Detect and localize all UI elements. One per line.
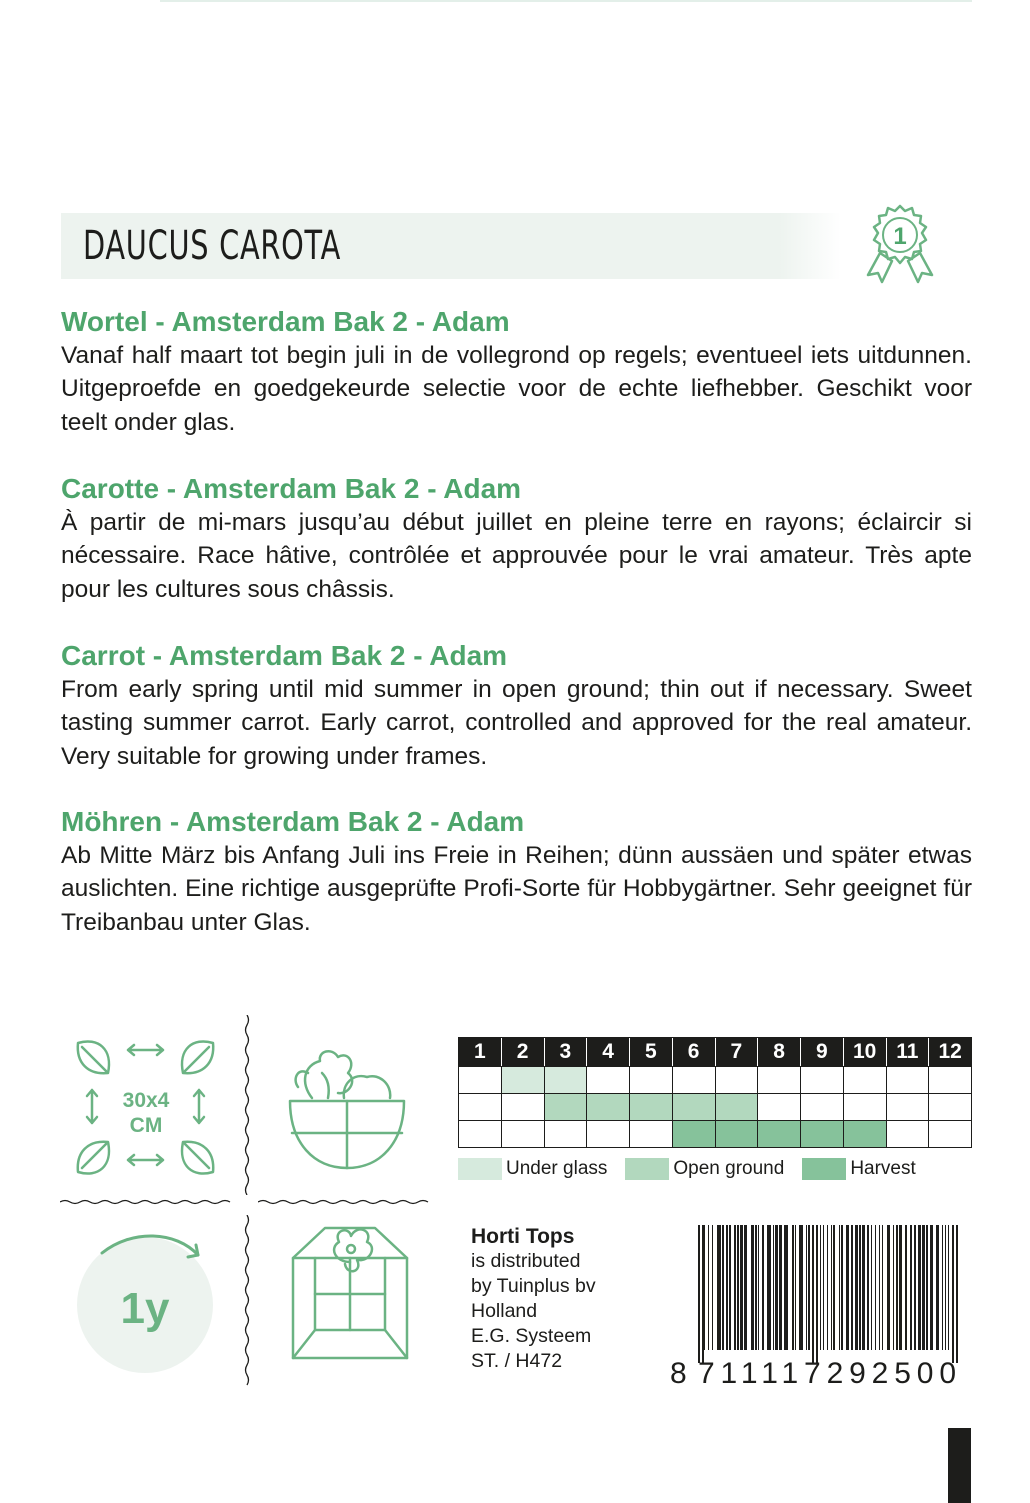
calendar-cell [887, 1121, 930, 1148]
badge-number: 1 [893, 223, 907, 250]
barcode-bar [905, 1225, 907, 1350]
wavy-divider-vertical [244, 1215, 250, 1390]
calendar-legend [458, 1158, 934, 1180]
edge-marker [948, 1428, 971, 1503]
calendar-cell [801, 1121, 844, 1148]
calendar-cell [545, 1067, 588, 1094]
calendar-cell [630, 1094, 673, 1121]
calendar-cell [630, 1067, 673, 1094]
calendar-cell [545, 1121, 588, 1148]
barcode-first-digit: 8 [670, 1357, 687, 1385]
calendar-cell [673, 1067, 716, 1094]
calendar-cell [673, 1121, 716, 1148]
barcode-bar [930, 1225, 933, 1350]
barcode-bar [942, 1225, 943, 1350]
barcode-bar [871, 1225, 872, 1350]
barcode-bar [762, 1225, 764, 1350]
description-title: Wortel - Amsterdam Bak 2 - Adam [61, 306, 510, 337]
barcode-bar [862, 1225, 865, 1350]
barcode-bar [816, 1225, 818, 1363]
description-en [61, 639, 972, 773]
barcode-bar [784, 1225, 788, 1350]
barcode-bar [744, 1225, 747, 1350]
description-title: Möhren - Amsterdam Bak 2 - Adam [61, 806, 525, 837]
latin-name-band [61, 213, 841, 279]
month-label: 6 [673, 1038, 716, 1066]
barcode-bar [882, 1225, 883, 1350]
calendar-cell [459, 1067, 502, 1094]
barcode-bar [887, 1225, 890, 1350]
calendar-cell [844, 1094, 887, 1121]
barcode-bar [827, 1225, 828, 1350]
barcode-bar [767, 1225, 771, 1350]
calendar-cell [502, 1121, 545, 1148]
description-text: À partir de mi-mars jusqu’au début juillet en pleine terre en rayons; éclaircir si nécessaire. Race hâtive, contrôlée et approuvée pour le vrai amateur. Très apte pour les cultures sous châssis. [61, 509, 972, 603]
barcode-bar [910, 1225, 912, 1350]
month-label: 1 [459, 1038, 502, 1066]
barcode-bar [737, 1225, 739, 1350]
barcode-bar [851, 1225, 853, 1350]
month-label: 8 [758, 1038, 801, 1066]
barcode-bar [922, 1225, 925, 1350]
legend-label: Under glass [506, 1158, 608, 1179]
barcode-bar [729, 1225, 731, 1350]
plant-spacing-icon [68, 1035, 223, 1180]
calendar-cell [758, 1094, 801, 1121]
calendar-cell [716, 1121, 759, 1148]
distributor-line: by Tuinplus bv [471, 1275, 596, 1297]
calendar-cell [801, 1067, 844, 1094]
barcode-bar [918, 1225, 921, 1350]
month-label: 2 [502, 1038, 545, 1066]
legend-label: Open ground [673, 1158, 785, 1179]
description-de [61, 805, 972, 939]
calendar-cell [801, 1094, 844, 1121]
calendar-row [458, 1094, 972, 1121]
barcode-bar [839, 1225, 840, 1350]
barcode-bar [841, 1225, 843, 1350]
barcode-bar [952, 1225, 954, 1363]
barcode-bar [806, 1225, 807, 1350]
barcode-bar [867, 1225, 869, 1350]
vegetable-bowl-icon [282, 1043, 412, 1173]
month-label: 10 [844, 1038, 887, 1066]
calendar-cell [887, 1067, 930, 1094]
distributor-line: Holland [471, 1300, 538, 1322]
spacing-unit: CM [129, 1114, 163, 1137]
barcode-bar [755, 1225, 757, 1350]
month-label: 12 [938, 1040, 962, 1063]
barcode-bar [808, 1225, 810, 1350]
barcode-bar [831, 1225, 832, 1350]
calendar-cell [673, 1094, 716, 1121]
calendar-cell [887, 1094, 930, 1121]
barcode [670, 1225, 970, 1385]
barcode-bar [775, 1225, 778, 1350]
distributor-line: is distributed [471, 1250, 581, 1272]
calendar-cell [929, 1094, 972, 1121]
barcode-bar [896, 1225, 898, 1350]
barcode-bar [956, 1225, 958, 1363]
barcode-bar [893, 1225, 894, 1350]
barcode-bar [734, 1225, 736, 1350]
spacing-value: 30x4 [122, 1089, 170, 1112]
top-divider-line [160, 0, 972, 2]
brand-name: Horti Tops [471, 1225, 575, 1248]
calendar-cell [630, 1121, 673, 1148]
description-text: From early spring until mid summer in open ground; thin out if necessary. Sweet tasting summer carrot. Early carrot, controlled and approved for the real amateur. Very suitable for growing under frames. [61, 676, 972, 770]
barcode-bar [758, 1225, 759, 1350]
barcode-bar [875, 1225, 876, 1350]
barcode-bar [795, 1225, 796, 1350]
barcode-bar [948, 1225, 949, 1350]
calendar-cell [716, 1094, 759, 1121]
description-text: Ab Mitte März bis Anfang Juli ins Freie in Reihen; dünn aussäen und später etwas auslichten. Eine richtige ausgeprüfte Profi-Sorte für Hobbygärtner. Sehr geeignet für Treibanbau unter Glas. [61, 842, 972, 936]
barcode-bar [914, 1225, 916, 1350]
barcode-bar [712, 1225, 713, 1350]
barcode-bar [717, 1225, 721, 1350]
barcode-bar [823, 1225, 824, 1350]
barcode-bar [833, 1225, 835, 1350]
legend-swatch-open-ground [625, 1158, 669, 1180]
barcode-bar [726, 1225, 728, 1350]
calendar-cell [545, 1094, 588, 1121]
month-label: 9 [801, 1038, 844, 1066]
calendar-cell [844, 1121, 887, 1148]
barcode-bar [792, 1225, 794, 1350]
calendar-cell [459, 1121, 502, 1148]
calendar-cell [844, 1067, 887, 1094]
calendar-row [458, 1121, 972, 1148]
calendar-cell [502, 1094, 545, 1121]
barcode-bar [799, 1225, 803, 1350]
calendar-row [458, 1067, 972, 1094]
barcode-bar [859, 1225, 861, 1350]
wavy-divider-vertical [244, 1015, 250, 1195]
calendar-cell [758, 1067, 801, 1094]
legend-label: Harvest [850, 1158, 916, 1179]
barcode-bar [722, 1225, 724, 1350]
calendar-cell [502, 1067, 545, 1094]
wavy-divider-horizontal [258, 1199, 436, 1205]
barcode-bar [855, 1225, 858, 1350]
barcode-bar [773, 1225, 774, 1350]
calendar-cell [758, 1121, 801, 1148]
month-label: 11 [887, 1038, 930, 1066]
annual-cycle-icon [72, 1227, 218, 1377]
description-text: Vanaf half maart tot begin juli in de vollegrond op regels; eventueel iets uitdunnen. Uitgeproefde en goedgekeurde selectie voor de echte liefhebber. Geschikt voor teelt onder glas. [61, 342, 972, 436]
barcode-bar [820, 1225, 821, 1350]
calendar-cell [587, 1121, 630, 1148]
legend-swatch-harvest [802, 1158, 846, 1180]
distributor-line: ST. / H472 [471, 1350, 563, 1372]
latin-name: DAUCUS CAROTA [83, 223, 341, 269]
barcode-bar [704, 1225, 705, 1350]
description-nl [61, 305, 972, 439]
barcode-bar [751, 1225, 754, 1350]
barcode-bar [879, 1225, 880, 1350]
calendar-cell [929, 1121, 972, 1148]
barcode-bar [945, 1225, 946, 1350]
calendar-month-header [458, 1037, 972, 1067]
wavy-divider-horizontal [60, 1199, 238, 1205]
barcode-bar [698, 1225, 700, 1363]
calendar-cell [459, 1094, 502, 1121]
distributor-info [471, 1224, 596, 1374]
barcode-bar [812, 1225, 814, 1363]
calendar-cell [929, 1067, 972, 1094]
month-label: 4 [587, 1038, 630, 1066]
month-label: 3 [545, 1038, 588, 1066]
barcode-digits: 711117292500 [698, 1357, 956, 1385]
description-title: Carotte - Amsterdam Bak 2 - Adam [61, 473, 522, 504]
barcode-bar [708, 1225, 709, 1350]
description-fr [61, 472, 972, 606]
barcode-bar [740, 1225, 743, 1350]
barcode-bar [936, 1225, 939, 1350]
month-label: 7 [716, 1038, 759, 1066]
barcode-bar [702, 1225, 704, 1363]
barcode-bar [846, 1225, 849, 1350]
description-title: Carrot - Amsterdam Bak 2 - Adam [61, 640, 508, 671]
sowing-calendar [458, 1037, 972, 1148]
barcode-bar [926, 1225, 928, 1350]
distributor-line: E.G. Systeem [471, 1325, 592, 1347]
month-label: 5 [630, 1038, 673, 1066]
greenhouse-icon [285, 1218, 415, 1383]
calendar-cell [587, 1094, 630, 1121]
barcode-bar [779, 1225, 782, 1350]
barcode-bar [899, 1225, 902, 1350]
lifecycle-label: 1y [120, 1284, 170, 1333]
calendar-cell [587, 1067, 630, 1094]
rosette-award-icon [862, 203, 938, 285]
calendar-cell [716, 1067, 759, 1094]
legend-swatch-under-glass [458, 1158, 502, 1180]
calendar-rows [458, 1067, 972, 1148]
